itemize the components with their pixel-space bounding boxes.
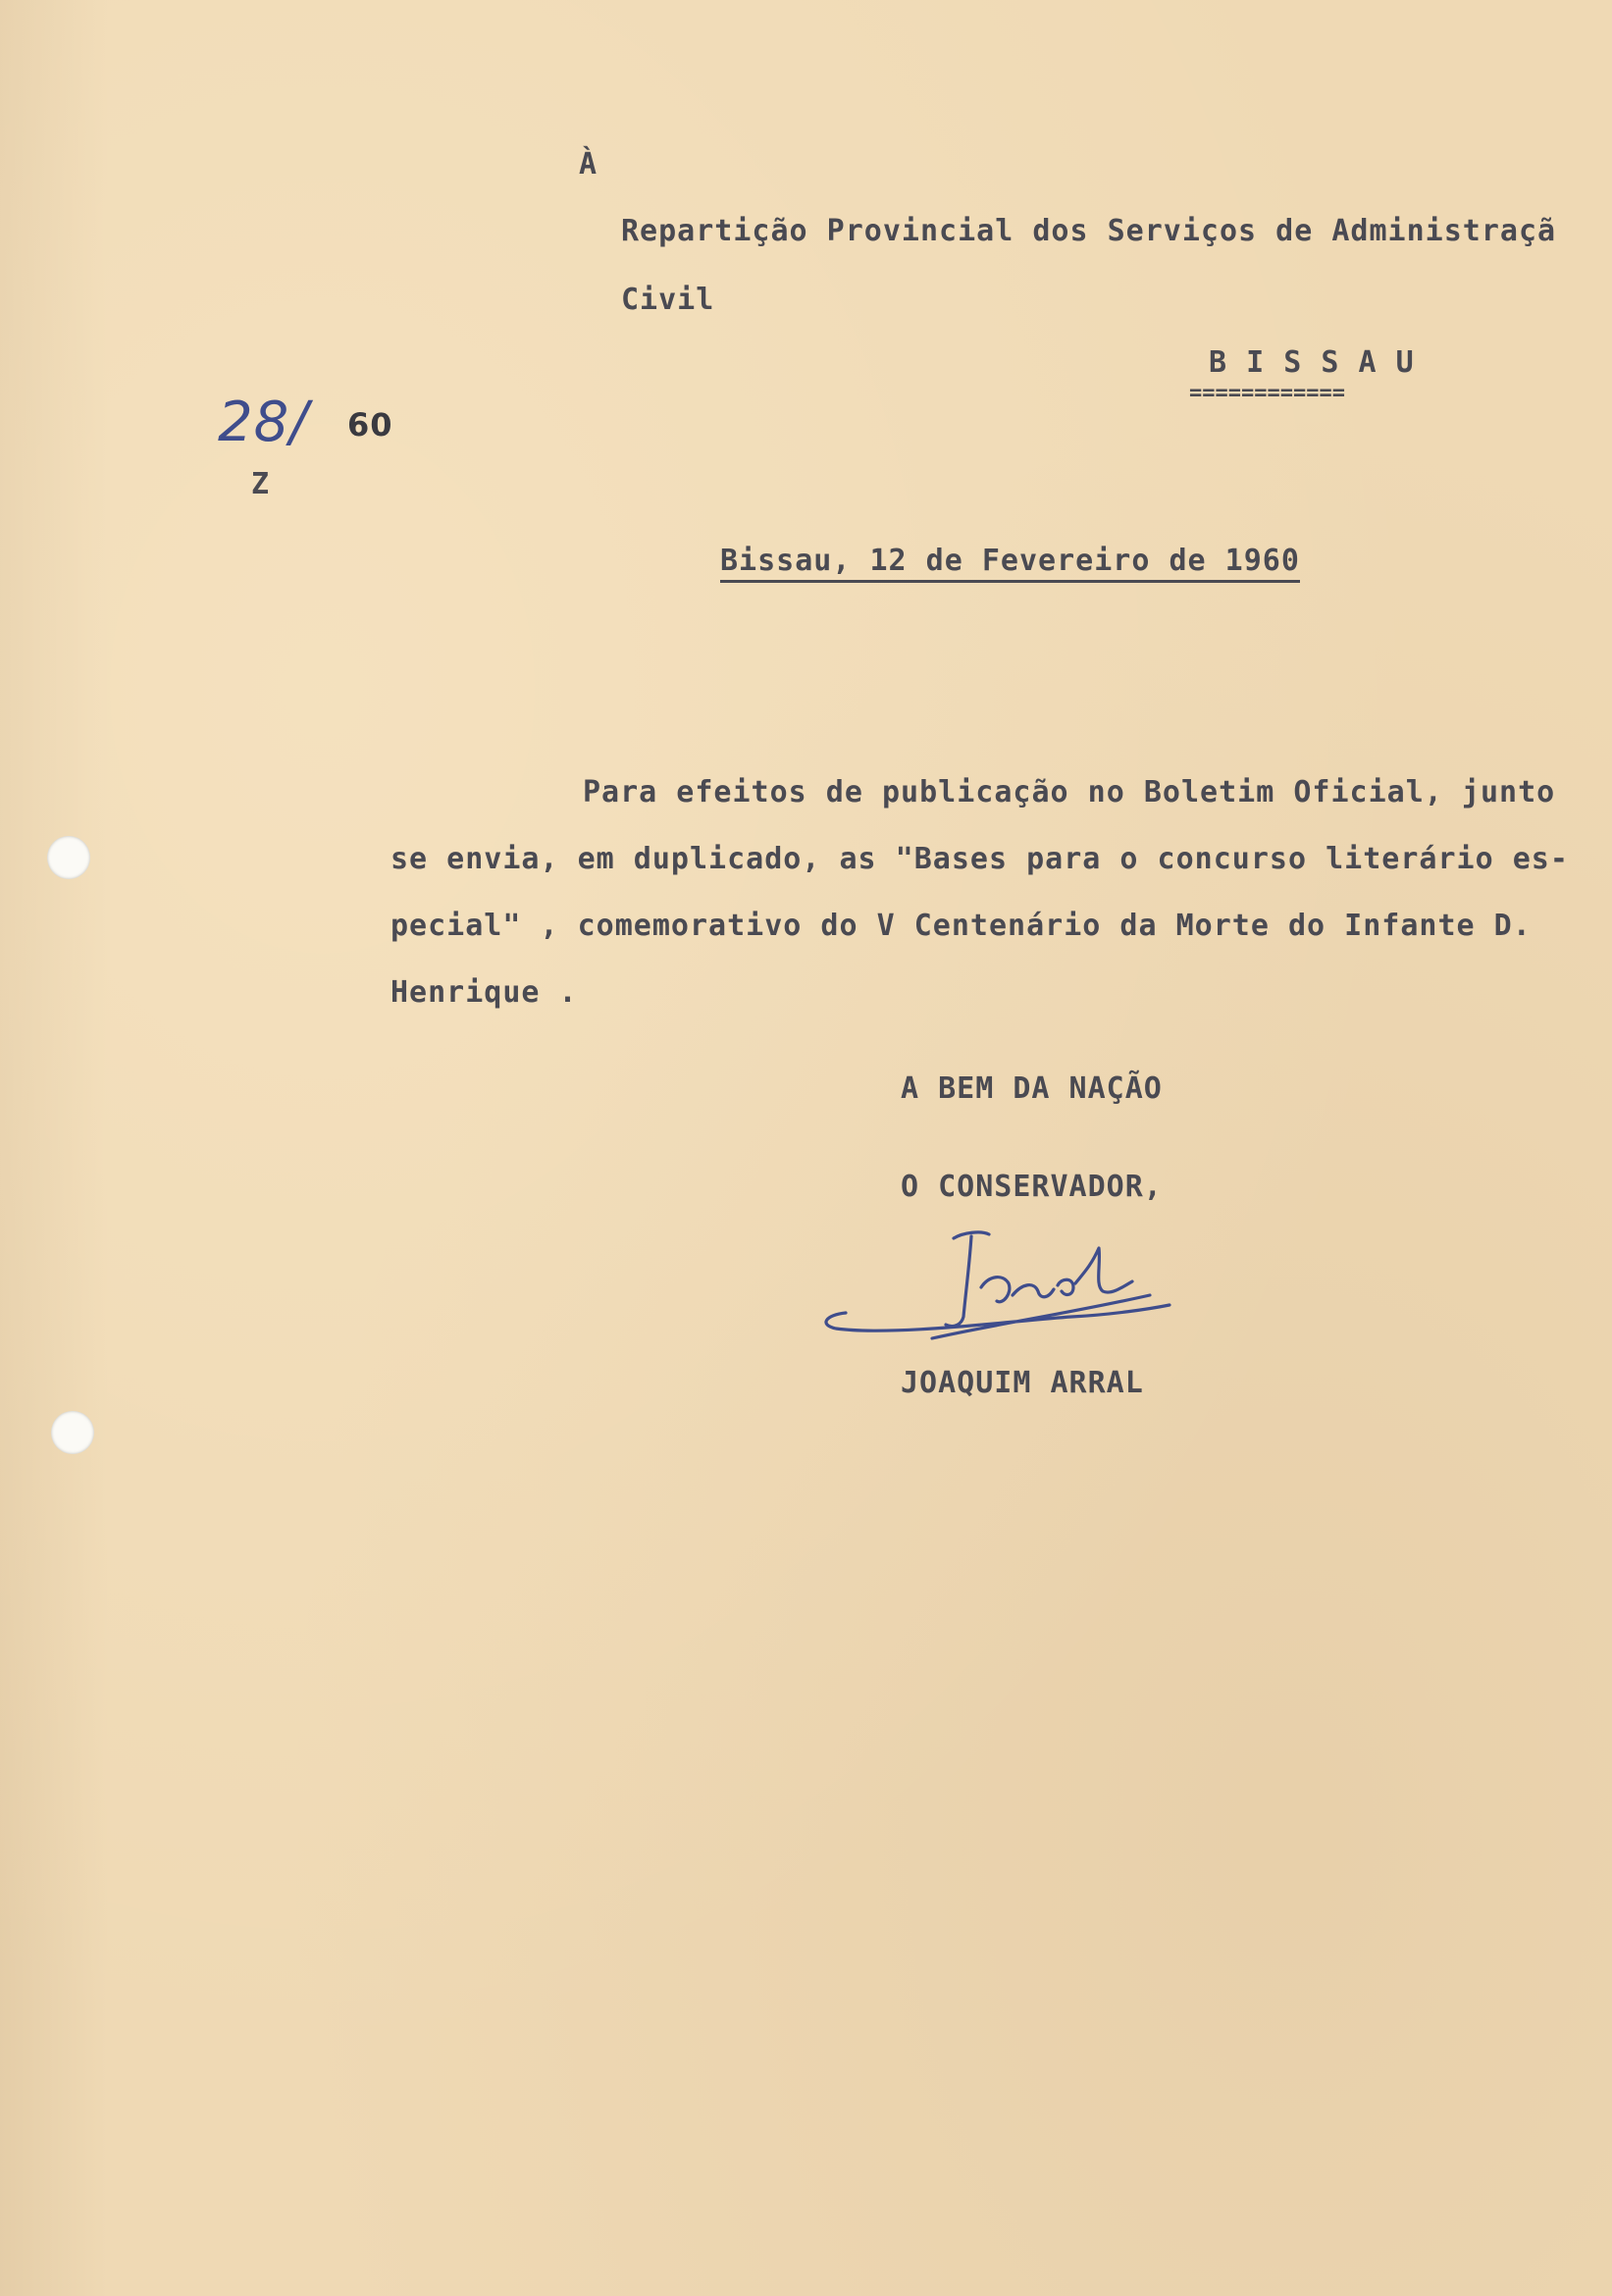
reference-year: 60	[347, 406, 393, 444]
reference-code: Z	[251, 467, 271, 501]
addressee-city: B I S S A U	[1209, 345, 1415, 380]
addressee-city-rule: ============	[1189, 381, 1345, 405]
signature	[816, 1226, 1189, 1354]
signatory-name: JOAQUIM ARRAL	[901, 1366, 1144, 1400]
punch-hole-top	[47, 836, 90, 879]
date-line: Bissau, 12 de Fevereiro de 1960	[720, 544, 1300, 583]
body-line-4: Henrique .	[390, 975, 578, 1010]
body-line-3: pecial" , comemorativo do V Centenário da Morte do Infante D.	[390, 909, 1532, 943]
addressee-prefix: À	[579, 147, 598, 182]
closing-salutation: A BEM DA NAÇÃO	[901, 1071, 1163, 1106]
closing-title: O CONSERVADOR,	[901, 1170, 1163, 1204]
body-line-1: Para efeitos de publicação no Boletim Oficial, junto	[583, 775, 1556, 809]
addressee-line-2: Civil	[621, 283, 715, 317]
reference-handwritten-number: 28/	[218, 391, 310, 454]
addressee-line-1: Repartição Provincial dos Serviços de Administraçã	[621, 214, 1557, 248]
body-line-2: se envia, em duplicado, as "Bases para o concurso literário es-	[390, 842, 1569, 876]
punch-hole-bottom	[51, 1411, 94, 1454]
